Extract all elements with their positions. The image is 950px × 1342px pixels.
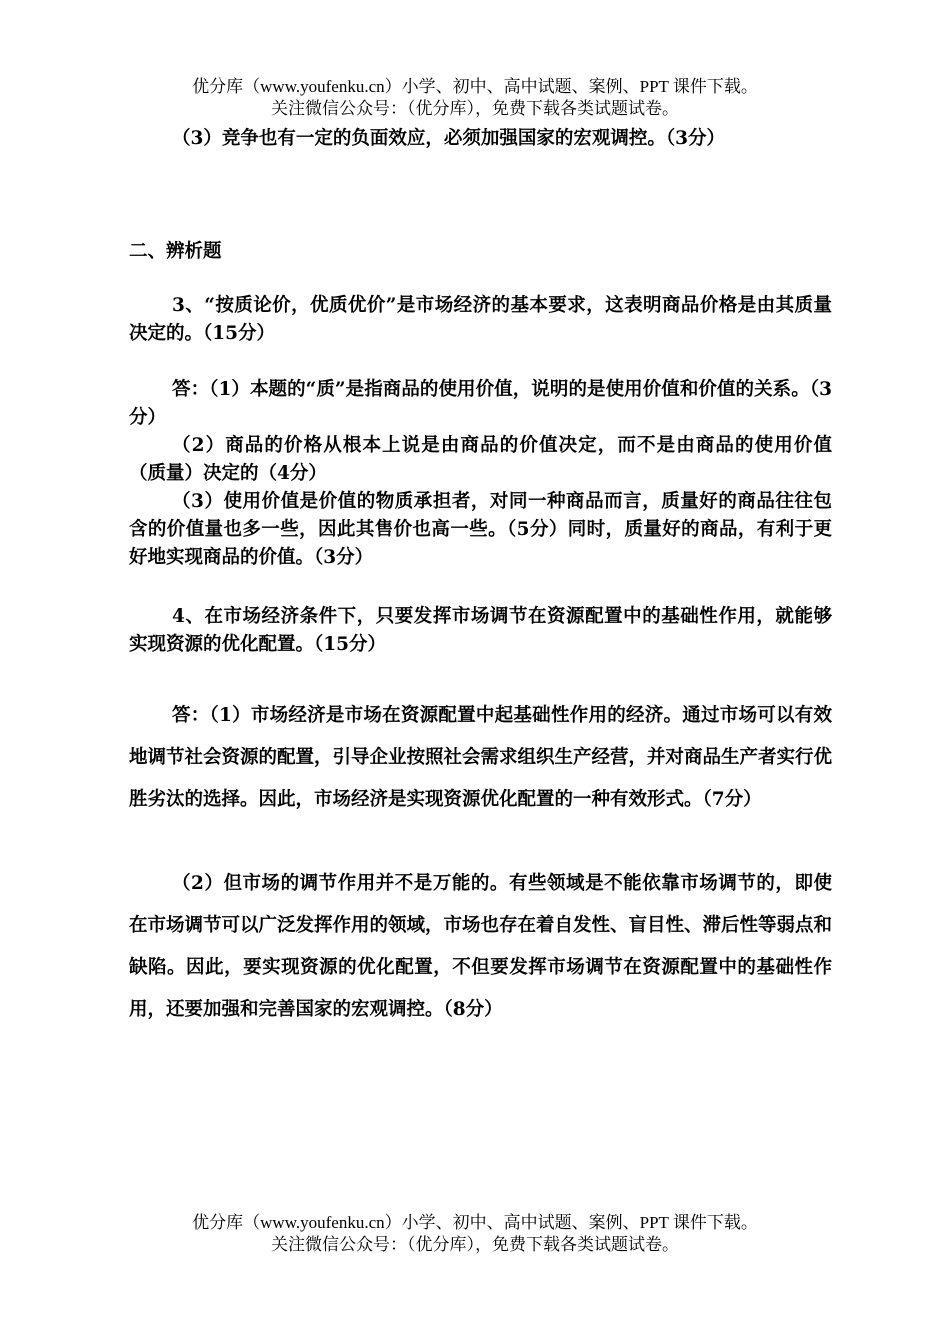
header-line-2: 关注微信公众号：（优分库），免费下载各类试题试卷。 bbox=[271, 99, 679, 118]
question-4-answer-2: （2）但市场的调节作用并不是万能的。有些领域是不能依靠市场调节的，即使在市场调节可以广泛发挥作用的领域，市场也存在着自发性、盲目性、滞后性等弱点和缺陷。因此，要实现资源的优化配置，不但要发挥市场调节在资源配置中的基础性作用，还要加强和完善国家的宏观调控。（8分） bbox=[129, 873, 833, 1020]
question-4: 4、在市场经济条件下，只要发挥市场调节在资源配置中的基础性作用，就能够实现资源的优化配置。（15分） bbox=[129, 606, 832, 655]
footer-line-2: 关注微信公众号：（优分库），免费下载各类试题试卷。 bbox=[271, 1235, 679, 1254]
page-header bbox=[0, 76, 950, 120]
footer-line-1: 优分库（www.youfenku.cn）小学、初中、高中试题、案例、PPT 课件下载。 bbox=[192, 1213, 758, 1232]
question-3-answer-3: （3）使用价值是价值的物质承担者，对同一种商品而言，质量好的商品往往包含的价值量也多一些，因此其售价也高一些。（5分）同时，质量好的商品，有利于更好地实现商品的价值。（3分） bbox=[129, 491, 832, 568]
answer-part-3-competition: （3）竞争也有一定的负面效应，必须加强国家的宏观调控。（3分） bbox=[172, 128, 725, 149]
question-3-answer-2: （2）商品的价格从根本上说是由商品的价值决定，而不是由商品的使用价值（质量）决定的（4分） bbox=[129, 435, 832, 484]
page-footer bbox=[0, 1212, 950, 1256]
header-line-1: 优分库（www.youfenku.cn）小学、初中、高中试题、案例、PPT 课件下载。 bbox=[192, 77, 758, 96]
question-4-answer-1: 答：（1）市场经济是市场在资源配置中起基础性作用的经济。通过市场可以有效地调节社会资源的配置，引导企业按照社会需求组织生产经营，并对商品生产者实行优胜劣汰的选择。因此，市场经济是实现资源优化配置的一种有效形式。（7分） bbox=[129, 705, 833, 810]
question-3: 3、“按质论价，优质优价”是市场经济的基本要求，这表明商品价格是由其质量决定的。（15分） bbox=[129, 295, 832, 344]
question-3-answer-1: 答：（1）本题的“质”是指商品的使用价值，说明的是使用价值和价值的关系。（3分） bbox=[129, 379, 832, 428]
section-title: 二、辨析题 bbox=[129, 241, 222, 262]
